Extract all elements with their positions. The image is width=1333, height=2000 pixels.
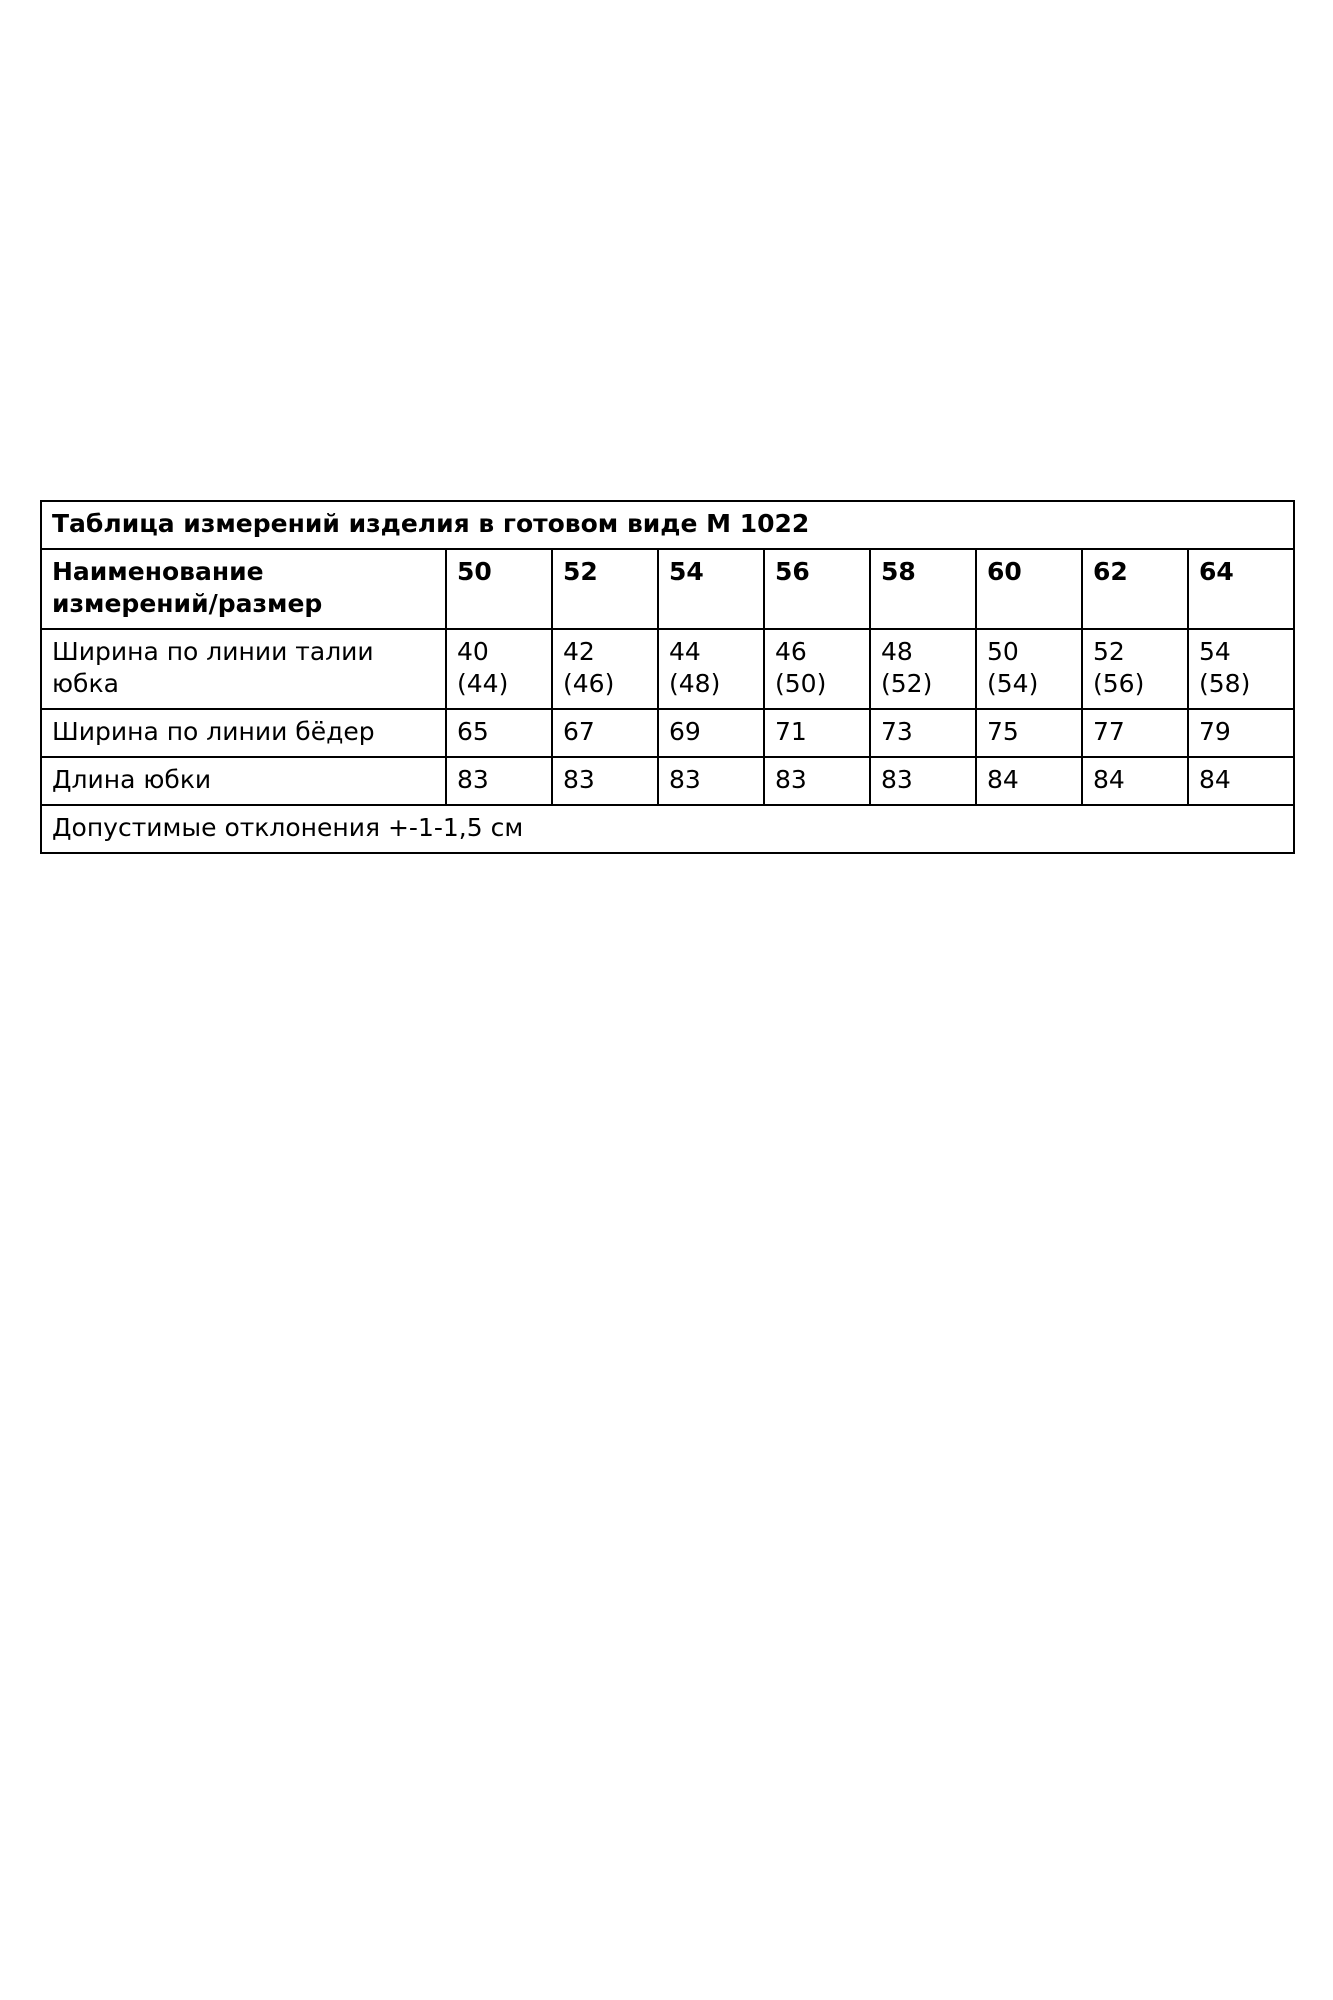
- table-row: [41, 709, 1294, 757]
- cell-value-alt: (54): [987, 669, 1039, 698]
- cell-length-52: 83: [552, 757, 658, 805]
- table-title-row: [41, 501, 1294, 549]
- header-size-60: 60: [976, 549, 1082, 629]
- cell-length-60: 84: [976, 757, 1082, 805]
- cell-value-alt: (58): [1199, 669, 1251, 698]
- table-footer-row: [41, 805, 1294, 853]
- tolerance-note: Допустимые отклонения +-1-1,5 см: [41, 805, 1294, 853]
- cell-length-54: 83: [658, 757, 764, 805]
- table-header-row: [41, 549, 1294, 629]
- cell-waist-52: [552, 629, 658, 709]
- cell-value-alt: (52): [881, 669, 933, 698]
- cell-hip-56: 71: [764, 709, 870, 757]
- cell-hip-64: 79: [1188, 709, 1294, 757]
- cell-value-alt: (46): [563, 669, 615, 698]
- cell-value: 54: [1199, 637, 1231, 666]
- cell-hip-58: 73: [870, 709, 976, 757]
- cell-waist-56: [764, 629, 870, 709]
- table-row: [41, 757, 1294, 805]
- cell-value: 52: [1093, 637, 1125, 666]
- cell-waist-62: [1082, 629, 1188, 709]
- cell-length-64: 84: [1188, 757, 1294, 805]
- header-size-64: 64: [1188, 549, 1294, 629]
- cell-value: 50: [987, 637, 1019, 666]
- cell-waist-58: [870, 629, 976, 709]
- header-size-50: 50: [446, 549, 552, 629]
- cell-value-alt: (56): [1093, 669, 1145, 698]
- cell-waist-50: [446, 629, 552, 709]
- header-measurement-name: [41, 549, 446, 629]
- header-size-54: 54: [658, 549, 764, 629]
- table-row: [41, 629, 1294, 709]
- cell-value: 48: [881, 637, 913, 666]
- header-size-58: 58: [870, 549, 976, 629]
- cell-hip-52: 67: [552, 709, 658, 757]
- row-label-waist-width: [41, 629, 446, 709]
- table-title: Таблица измерений изделия в готовом виде М 1022: [41, 501, 1294, 549]
- cell-hip-50: 65: [446, 709, 552, 757]
- cell-value: 46: [775, 637, 807, 666]
- cell-hip-60: 75: [976, 709, 1082, 757]
- cell-hip-62: 77: [1082, 709, 1188, 757]
- header-size-52: 52: [552, 549, 658, 629]
- cell-waist-54: [658, 629, 764, 709]
- row-label-line2: юбка: [52, 669, 119, 698]
- measurement-table: [40, 500, 1295, 854]
- cell-value-alt: (44): [457, 669, 509, 698]
- cell-length-56: 83: [764, 757, 870, 805]
- cell-hip-54: 69: [658, 709, 764, 757]
- row-label-skirt-length: Длина юбки: [41, 757, 446, 805]
- row-label-hip-width: Ширина по линии бёдер: [41, 709, 446, 757]
- cell-value: 44: [669, 637, 701, 666]
- header-size-56: 56: [764, 549, 870, 629]
- cell-length-58: 83: [870, 757, 976, 805]
- header-size-62: 62: [1082, 549, 1188, 629]
- cell-length-50: 83: [446, 757, 552, 805]
- row-label-line1: Ширина по линии талии: [52, 637, 374, 666]
- cell-length-62: 84: [1082, 757, 1188, 805]
- cell-value: 40: [457, 637, 489, 666]
- header-name-line2: измерений/размер: [52, 589, 323, 618]
- cell-value-alt: (48): [669, 669, 721, 698]
- header-name-line1: Наименование: [52, 557, 264, 586]
- cell-value-alt: (50): [775, 669, 827, 698]
- cell-waist-64: [1188, 629, 1294, 709]
- measurement-table-sheet: [40, 500, 1293, 854]
- cell-value: 42: [563, 637, 595, 666]
- cell-waist-60: [976, 629, 1082, 709]
